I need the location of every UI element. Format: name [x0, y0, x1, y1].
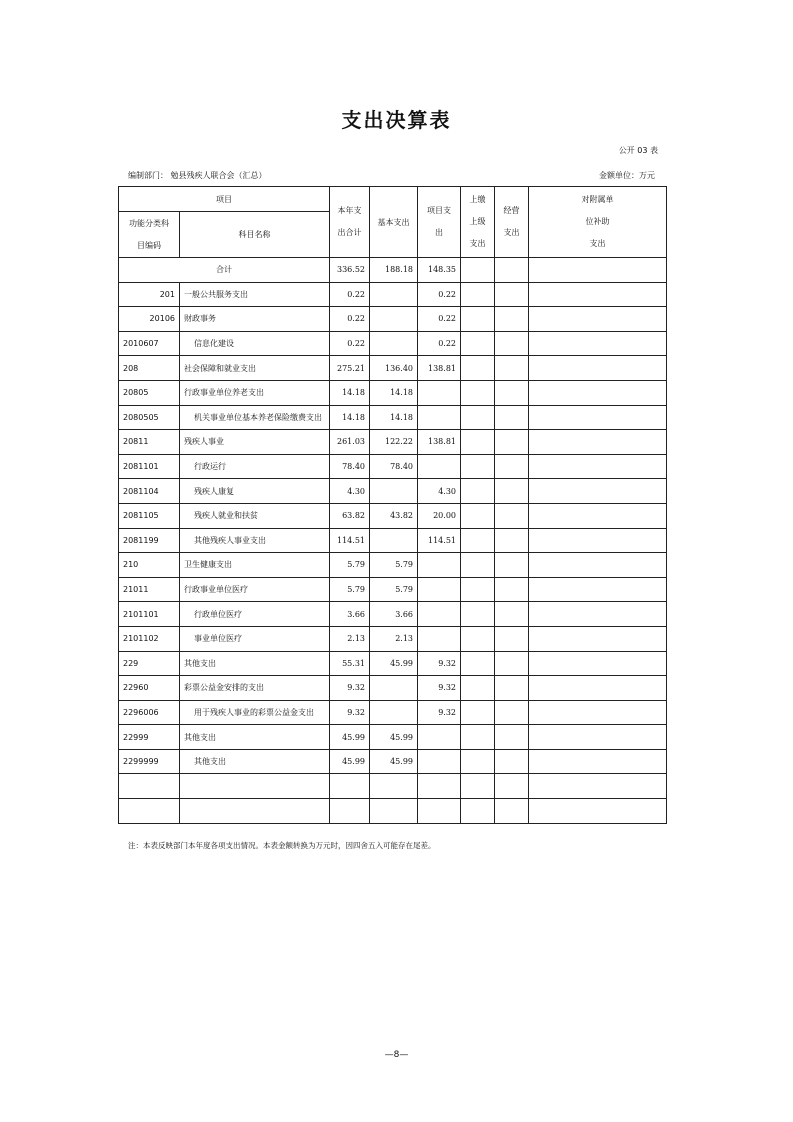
row-code: 2299999: [119, 749, 180, 774]
empty-cell: [370, 799, 418, 824]
department-name: 勉县残疾人联合会（汇总）: [170, 171, 267, 180]
row-upper: [461, 651, 495, 676]
row-code: 2010607: [119, 331, 180, 356]
department-line: [128, 170, 267, 181]
row-upper: [461, 430, 495, 455]
row-basic: [370, 331, 418, 356]
header-operating-l1: 经营: [503, 206, 520, 215]
row-upper: [461, 331, 495, 356]
row-basic: [370, 676, 418, 701]
row-name: 一般公共服务支出: [180, 282, 330, 307]
row-upper: [461, 626, 495, 651]
row-name: 其他支出: [180, 651, 330, 676]
empty-cell: [180, 799, 330, 824]
expenditure-table: [118, 186, 667, 824]
empty-cell: [495, 799, 529, 824]
row-upper: [461, 676, 495, 701]
header-upper-l2: 上级: [469, 217, 486, 226]
header-upper: [461, 187, 495, 258]
header-subsidy: [529, 187, 667, 258]
form-number: 公开 03 表: [618, 146, 658, 155]
empty-cell: [119, 799, 180, 824]
total-label: 合计: [119, 258, 330, 283]
row-operating: [495, 331, 529, 356]
total-row: [119, 258, 667, 283]
row-operating: [495, 676, 529, 701]
row-name: 行政单位医疗: [180, 602, 330, 627]
row-project: 138.81: [418, 356, 461, 381]
row-upper: [461, 307, 495, 332]
row-basic: 45.99: [370, 725, 418, 750]
row-code: 2296006: [119, 700, 180, 725]
row-subsidy: [529, 430, 667, 455]
row-basic: [370, 282, 418, 307]
table-row: [119, 528, 667, 553]
header-operating-l2: 支出: [503, 228, 520, 237]
row-subsidy: [529, 503, 667, 528]
row-upper: [461, 380, 495, 405]
row-year-total: 45.99: [330, 725, 370, 750]
table-row: [119, 307, 667, 332]
department-label: 编制部门：: [128, 171, 168, 180]
empty-cell: [529, 799, 667, 824]
table-row: [119, 602, 667, 627]
row-project: 20.00: [418, 503, 461, 528]
row-code: 21011: [119, 577, 180, 602]
row-name: 信息化建设: [180, 331, 330, 356]
row-operating: [495, 356, 529, 381]
header-subsidy-l3: 支出: [589, 239, 606, 248]
empty-cell: [330, 799, 370, 824]
total-project: 148.35: [418, 258, 461, 283]
table-row: [119, 356, 667, 381]
row-subsidy: [529, 676, 667, 701]
row-year-total: 63.82: [330, 503, 370, 528]
row-subsidy: [529, 749, 667, 774]
row-operating: [495, 307, 529, 332]
empty-cell: [418, 774, 461, 799]
row-subsidy: [529, 331, 667, 356]
row-code: 20805: [119, 380, 180, 405]
header-project: [418, 187, 461, 258]
row-upper: [461, 602, 495, 627]
row-operating: [495, 282, 529, 307]
row-name: 行政运行: [180, 454, 330, 479]
table-row: [119, 503, 667, 528]
table-row: [119, 430, 667, 455]
table-row: [119, 454, 667, 479]
row-project: 9.32: [418, 676, 461, 701]
row-upper: [461, 553, 495, 578]
empty-cell: [330, 774, 370, 799]
page-number: —8—: [384, 1050, 409, 1060]
empty-cell: [461, 799, 495, 824]
row-basic: 3.66: [370, 602, 418, 627]
row-upper: [461, 700, 495, 725]
table-row: [119, 331, 667, 356]
row-year-total: 0.22: [330, 331, 370, 356]
header-func-code-l1: 功能分类科: [129, 218, 169, 228]
row-name: 社会保障和就业支出: [180, 356, 330, 381]
table-row: [119, 626, 667, 651]
row-project: 138.81: [418, 430, 461, 455]
row-operating: [495, 651, 529, 676]
row-upper: [461, 503, 495, 528]
row-subsidy: [529, 282, 667, 307]
row-code: 2081104: [119, 479, 180, 504]
row-year-total: 261.03: [330, 430, 370, 455]
empty-cell: [418, 799, 461, 824]
row-operating: [495, 380, 529, 405]
row-upper: [461, 749, 495, 774]
row-year-total: 9.32: [330, 676, 370, 701]
row-code: 2101102: [119, 626, 180, 651]
empty-cell: [370, 774, 418, 799]
row-operating: [495, 503, 529, 528]
table-row: [119, 700, 667, 725]
row-basic: 45.99: [370, 651, 418, 676]
row-operating: [495, 577, 529, 602]
header-row-1: [119, 187, 667, 212]
row-project: [418, 725, 461, 750]
table-row: [119, 405, 667, 430]
row-subsidy: [529, 626, 667, 651]
row-subsidy: [529, 700, 667, 725]
row-code: 2081105: [119, 503, 180, 528]
row-subsidy: [529, 479, 667, 504]
row-basic: 78.40: [370, 454, 418, 479]
empty-cell: [529, 774, 667, 799]
row-year-total: 55.31: [330, 651, 370, 676]
header-upper-l3: 支出: [469, 239, 486, 248]
header-project-l1: 项目支: [427, 206, 451, 215]
header-year-total-l1: 本年支: [337, 206, 362, 215]
row-year-total: 9.32: [330, 700, 370, 725]
row-project: [418, 626, 461, 651]
row-basic: 5.79: [370, 577, 418, 602]
row-code: 210: [119, 553, 180, 578]
empty-cell: [180, 774, 330, 799]
header-operating: [495, 187, 529, 258]
header-subsidy-l1: 对附属单: [581, 195, 614, 204]
row-basic: 122.22: [370, 430, 418, 455]
row-year-total: 0.22: [330, 307, 370, 332]
row-name: 财政事务: [180, 307, 330, 332]
row-upper: [461, 479, 495, 504]
row-basic: 43.82: [370, 503, 418, 528]
row-year-total: 0.22: [330, 282, 370, 307]
row-name: 残疾人就业和扶贫: [180, 503, 330, 528]
row-year-total: 5.79: [330, 553, 370, 578]
row-upper: [461, 577, 495, 602]
row-name: 用于残疾人事业的彩票公益金支出: [180, 700, 330, 725]
row-code: 229: [119, 651, 180, 676]
unit-label: 金额单位：万元: [599, 171, 655, 180]
row-subsidy: [529, 380, 667, 405]
row-subsidy: [529, 553, 667, 578]
row-project: [418, 553, 461, 578]
row-subsidy: [529, 651, 667, 676]
empty-row: [119, 774, 667, 799]
footnote: 注：本表反映部门本年度各项支出情况。本表金额转换为万元时，因四舍五入可能存在尾差。: [128, 841, 436, 850]
header-func-code: [119, 212, 180, 258]
row-subsidy: [529, 405, 667, 430]
row-upper: [461, 725, 495, 750]
row-year-total: 78.40: [330, 454, 370, 479]
row-basic: 14.18: [370, 380, 418, 405]
row-upper: [461, 454, 495, 479]
row-operating: [495, 430, 529, 455]
row-project: 4.30: [418, 479, 461, 504]
row-project: [418, 577, 461, 602]
table-row: [119, 676, 667, 701]
row-basic: 136.40: [370, 356, 418, 381]
header-year-total: [330, 187, 370, 258]
row-code: 22960: [119, 676, 180, 701]
row-basic: 45.99: [370, 749, 418, 774]
table-row: [119, 577, 667, 602]
table-row: [119, 725, 667, 750]
row-name: 其他支出: [180, 725, 330, 750]
row-code: 2081199: [119, 528, 180, 553]
table-row: [119, 749, 667, 774]
header-subject-name: 科目名称: [180, 212, 330, 258]
row-project: 0.22: [418, 282, 461, 307]
row-subsidy: [529, 307, 667, 332]
row-code: 20811: [119, 430, 180, 455]
table-row: [119, 282, 667, 307]
row-upper: [461, 405, 495, 430]
row-upper: [461, 356, 495, 381]
row-project: [418, 454, 461, 479]
row-upper: [461, 528, 495, 553]
total-upper: [461, 258, 495, 283]
row-year-total: 5.79: [330, 577, 370, 602]
row-upper: [461, 282, 495, 307]
row-subsidy: [529, 577, 667, 602]
empty-cell: [119, 774, 180, 799]
row-project: 114.51: [418, 528, 461, 553]
row-operating: [495, 479, 529, 504]
row-code: 208: [119, 356, 180, 381]
row-basic: [370, 700, 418, 725]
row-name: 行政事业单位养老支出: [180, 380, 330, 405]
header-basic: 基本支出: [370, 187, 418, 258]
total-subsidy: [529, 258, 667, 283]
row-name: 其他支出: [180, 749, 330, 774]
row-project: 9.32: [418, 700, 461, 725]
header-project-l2: 出: [435, 228, 443, 237]
row-operating: [495, 725, 529, 750]
header-subsidy-l2: 位补助: [585, 217, 610, 226]
row-code: 2080505: [119, 405, 180, 430]
row-year-total: 4.30: [330, 479, 370, 504]
row-basic: [370, 528, 418, 553]
empty-cell: [461, 774, 495, 799]
table-row: [119, 553, 667, 578]
total-year-total: 336.52: [330, 258, 370, 283]
row-basic: [370, 307, 418, 332]
row-year-total: 45.99: [330, 749, 370, 774]
row-subsidy: [529, 356, 667, 381]
row-project: [418, 405, 461, 430]
total-basic: 188.18: [370, 258, 418, 283]
row-project: [418, 749, 461, 774]
empty-row: [119, 799, 667, 824]
row-basic: 5.79: [370, 553, 418, 578]
row-operating: [495, 749, 529, 774]
row-operating: [495, 454, 529, 479]
row-basic: 14.18: [370, 405, 418, 430]
row-name: 其他残疾人事业支出: [180, 528, 330, 553]
row-basic: 2.13: [370, 626, 418, 651]
row-subsidy: [529, 528, 667, 553]
empty-cell: [495, 774, 529, 799]
row-code: 20106: [119, 307, 180, 332]
row-code: 22999: [119, 725, 180, 750]
row-operating: [495, 700, 529, 725]
table-row: [119, 380, 667, 405]
row-name: 行政事业单位医疗: [180, 577, 330, 602]
table-row: [119, 651, 667, 676]
row-name: 机关事业单位基本养老保险缴费支出: [180, 405, 330, 430]
row-year-total: 114.51: [330, 528, 370, 553]
row-name: 彩票公益金安排的支出: [180, 676, 330, 701]
row-year-total: 14.18: [330, 405, 370, 430]
row-year-total: 275.21: [330, 356, 370, 381]
row-project: [418, 380, 461, 405]
row-subsidy: [529, 725, 667, 750]
header-func-code-l2: 目编码: [137, 240, 161, 250]
row-operating: [495, 528, 529, 553]
row-code: 2081101: [119, 454, 180, 479]
header-upper-l1: 上缴: [469, 195, 486, 204]
row-name: 卫生健康支出: [180, 553, 330, 578]
row-project: 0.22: [418, 331, 461, 356]
row-operating: [495, 626, 529, 651]
row-project: 9.32: [418, 651, 461, 676]
row-year-total: 2.13: [330, 626, 370, 651]
row-basic: [370, 479, 418, 504]
row-operating: [495, 553, 529, 578]
page-title: 支出决算表: [341, 108, 452, 132]
row-year-total: 14.18: [330, 380, 370, 405]
header-item: 项目: [119, 187, 330, 212]
row-year-total: 3.66: [330, 602, 370, 627]
header-year-total-l2: 出合计: [337, 228, 362, 237]
row-code: 201: [119, 282, 180, 307]
total-operating: [495, 258, 529, 283]
row-name: 事业单位医疗: [180, 626, 330, 651]
row-name: 残疾人事业: [180, 430, 330, 455]
row-subsidy: [529, 602, 667, 627]
row-operating: [495, 405, 529, 430]
row-subsidy: [529, 454, 667, 479]
row-code: 2101101: [119, 602, 180, 627]
row-operating: [495, 602, 529, 627]
table-row: [119, 479, 667, 504]
row-name: 残疾人康复: [180, 479, 330, 504]
row-project: 0.22: [418, 307, 461, 332]
row-project: [418, 602, 461, 627]
